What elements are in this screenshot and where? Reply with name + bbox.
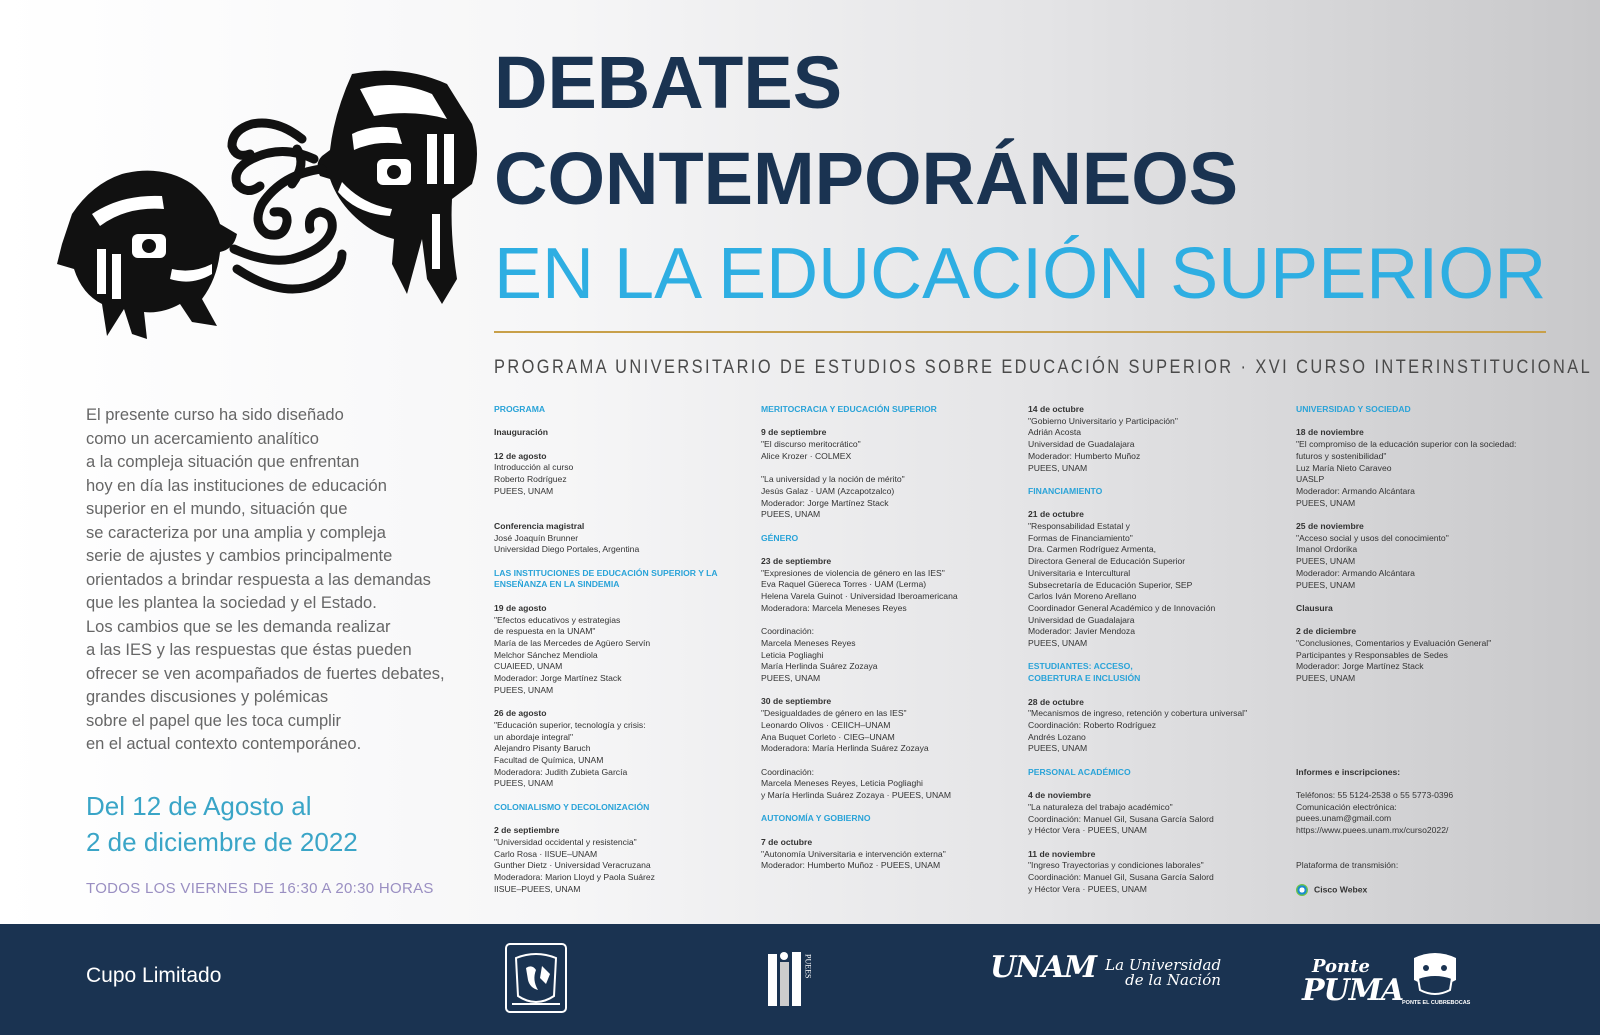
spacer xyxy=(761,802,1013,814)
program-line: Coordinación: xyxy=(761,766,815,777)
cubrebocas-label: PONTE EL CUBREBOCAS xyxy=(1402,1000,1471,1006)
program-line: PUEES, UNAM xyxy=(761,673,821,684)
puma-text: PUMA xyxy=(1302,973,1404,1008)
spacer xyxy=(1296,732,1548,744)
program-line: Comunicación electrónica: xyxy=(1296,801,1397,812)
program-line: PUEES, UNAM xyxy=(1296,673,1356,684)
puma-mask-icon xyxy=(1406,950,1464,1006)
program-line: Formas de Financiamiento" xyxy=(1028,532,1133,543)
section-heading: UNIVERSIDAD Y SOCIEDAD xyxy=(1296,404,1411,414)
session-heading: 21 de octubre xyxy=(1028,509,1084,520)
program-line: Moderador: Armando Alcántara xyxy=(1296,485,1415,496)
spacer xyxy=(1028,778,1280,790)
program-line: Introducción al curso xyxy=(494,462,574,473)
intro-line: Los cambios que se les demanda realizar xyxy=(86,617,391,636)
program-line: CUAIEED, UNAM xyxy=(494,661,563,672)
intro-line: orientados a brindar respuesta a las demandas xyxy=(86,570,431,589)
program-line: Plataforma de transmisión: xyxy=(1296,860,1399,871)
spacer xyxy=(761,615,1013,627)
program-line: Coordinación: xyxy=(761,626,815,637)
spacer xyxy=(1028,755,1280,767)
program-line: Moderador: Jorge Martínez Stack xyxy=(494,673,622,684)
program-line: y Héctor Vera · PUEES, UNAM xyxy=(1028,883,1147,894)
spacer xyxy=(1296,778,1548,790)
session-heading: Inauguración xyxy=(494,427,548,438)
program-line: Moderador: Humberto Muñoz xyxy=(1028,450,1141,461)
program-line: Dra. Carmen Rodríguez Armenta, xyxy=(1028,544,1157,555)
program-line: Moderador: Jorge Martínez Stack xyxy=(761,497,889,508)
program-line: "La naturaleza del trabajo académico" xyxy=(1028,801,1173,812)
webex-platform xyxy=(1296,884,1548,896)
program-line: PUEES, UNAM xyxy=(1296,497,1356,508)
program-line: José Joaquín Brunner xyxy=(494,532,579,543)
program-line: Moderador: Armando Alcántara xyxy=(1296,567,1415,578)
program-line: Alice Krozer · COLMEX xyxy=(761,450,852,461)
program-line: Moderadora: Marion Lloyd y Paola Suárez xyxy=(494,871,655,882)
session-heading: Conferencia magistral xyxy=(494,520,585,531)
section-heading: FINANCIAMIENTO xyxy=(1028,485,1103,496)
dates-line-2: 2 de diciembre de 2022 xyxy=(86,827,358,857)
unam-tagline-2: de la Nación xyxy=(1125,970,1221,989)
spacer xyxy=(1296,509,1548,521)
spacer xyxy=(494,416,746,428)
program-line: Andrés Lozano xyxy=(1028,731,1086,742)
program-line: "Efectos educativos y estrategias xyxy=(494,614,621,625)
program-line: un abordaje integral" xyxy=(494,731,574,742)
session-heading: 19 de agosto xyxy=(494,602,547,613)
program-line: y María Herlinda Suárez Zozaya · PUEES, UNAM xyxy=(761,790,952,801)
session-heading: 2 de septiembre xyxy=(494,825,560,836)
program-line: Facultad de Química, UNAM xyxy=(494,754,604,765)
dates-line-1: Del 12 de Agosto al xyxy=(86,791,312,821)
program-line: Leticia Pogliaghi xyxy=(761,649,824,660)
program-line: Universidad de Guadalajara xyxy=(1028,439,1135,450)
program-line: PUEES, UNAM xyxy=(1028,462,1088,473)
intro-line: ofrecer se ven acompañados de fuertes debates, xyxy=(86,664,445,683)
intro-line: a la compleja situación que enfrentan xyxy=(86,453,360,471)
spacer xyxy=(1296,755,1548,767)
program-line: Directora General de Educación Superior xyxy=(1028,556,1186,567)
session-heading: 2 de diciembre xyxy=(1296,626,1357,637)
spacer xyxy=(1028,498,1280,510)
spacer xyxy=(1296,416,1548,428)
spacer xyxy=(494,790,746,802)
spacer xyxy=(1296,743,1548,755)
program-line: "Educación superior, tecnología y crisis: xyxy=(494,719,646,730)
intro-paragraph xyxy=(86,404,466,757)
program-column-4 xyxy=(1296,404,1548,896)
program-line: Moderador: Jorge Martínez Stack xyxy=(1296,661,1424,672)
program-line: "Gobierno Universitario y Participación" xyxy=(1028,415,1178,426)
spacer xyxy=(1028,837,1280,849)
session-heading: 18 de noviembre xyxy=(1296,427,1364,438)
program-line: Luz María Nieto Caraveo xyxy=(1296,462,1392,473)
spacer xyxy=(1296,685,1548,697)
spacer xyxy=(1028,474,1280,486)
program-line: Coordinación: Manuel Gil, Susana García Salord xyxy=(1028,872,1214,883)
program-line: Ana Buquet Corleto · CIEG–UNAM xyxy=(761,731,895,742)
program-line: Coordinador General Académico y de Innovación xyxy=(1028,602,1216,613)
program-line: de respuesta en la UNAM" xyxy=(494,626,596,637)
program-line: Universidad Diego Portales, Argentina xyxy=(494,544,640,555)
program-line: PUEES, UNAM xyxy=(494,485,554,496)
session-heading: Clausura xyxy=(1296,602,1333,613)
program-line: PUEES, UNAM xyxy=(1296,556,1356,567)
program-line: "Mecanismos de ingreso, retención y cobertura universal" xyxy=(1028,708,1248,719)
program-line: Carlo Rosa · IISUE–UNAM xyxy=(494,848,598,859)
program-line: Helena Varela Guinot · Universidad Iberoamericana xyxy=(761,591,958,602)
program-line: Coordinación: Roberto Rodríguez xyxy=(1028,719,1157,730)
program-line: "Responsabilidad Estatal y xyxy=(1028,521,1130,531)
program-line: Melchor Sánchez Mendiola xyxy=(494,649,598,660)
spacer xyxy=(494,556,746,568)
course-dates xyxy=(86,788,358,860)
program-line: "Universidad occidental y resistencia" xyxy=(494,836,637,847)
program-line: "Ingreso Trayectorias y condiciones laborales" xyxy=(1028,860,1204,871)
intro-line: que les plantea la sociedad y el Estado. xyxy=(86,594,377,612)
spacer xyxy=(1296,591,1548,603)
program-line: Subsecretaría de Educación Superior, SEP xyxy=(1028,579,1193,590)
section-heading: AUTONOMÍA Y GOBIERNO xyxy=(761,813,871,824)
section-heading: LAS INSTITUCIONES DE EDUCACIÓN SUPERIOR Y LA xyxy=(494,567,718,578)
program-line: IISUE–PUEES, UNAM xyxy=(494,883,581,894)
intro-line: en el actual contexto contemporáneo. xyxy=(86,735,362,753)
spacer xyxy=(761,544,1013,556)
section-heading: MERITOCRACIA Y EDUCACIÓN SUPERIOR xyxy=(761,404,937,414)
spacer xyxy=(1296,872,1548,884)
intro-line: como un acercamiento analítico xyxy=(86,429,319,448)
program-line: Participantes y Responsables de Sedes xyxy=(1296,649,1448,660)
program-line: https://www.puees.unam.mx/curso2022/ xyxy=(1296,825,1449,836)
program-line: "Acceso social y usos del conocimiento" xyxy=(1296,532,1449,543)
program-line: Carlos Iván Moreno Arellano xyxy=(1028,591,1137,602)
intro-line: grandes discusiones y polémicas xyxy=(86,688,329,706)
program-line: Coordinación: Manuel Gil, Susana García Salord xyxy=(1028,813,1214,824)
program-line: María Herlinda Suárez Zozaya xyxy=(761,661,878,672)
session-heading: 4 de noviembre xyxy=(1028,790,1092,801)
session-heading: 26 de agosto xyxy=(494,708,547,719)
title-educacion-superior: EN LA EDUCACIÓN SUPERIOR xyxy=(494,234,1547,314)
program-line: Eva Raquel Güereca Torres · UAM (Lerma) xyxy=(761,579,927,590)
spacer xyxy=(1028,685,1280,697)
program-line: PUEES, UNAM xyxy=(1028,743,1088,754)
program-column-3 xyxy=(1028,404,1280,895)
spacer xyxy=(494,696,746,708)
session-heading: 28 de octubre xyxy=(1028,696,1084,707)
aztec-heads-artwork xyxy=(52,64,488,354)
program-line: "Desigualdades de género en las IES" xyxy=(761,708,907,719)
session-heading: 11 de noviembre xyxy=(1028,848,1096,859)
program-column-1 xyxy=(494,404,746,895)
program-line: y Héctor Vera · PUEES, UNAM xyxy=(1028,825,1147,836)
ponte-text: Ponte xyxy=(1312,956,1370,977)
session-heading: Informes e inscripciones: xyxy=(1296,766,1401,777)
spacer xyxy=(494,813,746,825)
program-line: Moderadora: Judith Zubieta García xyxy=(494,766,628,777)
spacer xyxy=(761,825,1013,837)
puees-label: PUEES xyxy=(803,954,813,979)
program-line: "Expresiones de violencia de género en las IES" xyxy=(761,567,945,578)
spacer xyxy=(494,498,746,510)
program-line: PUEES, UNAM xyxy=(1028,638,1088,649)
spacer xyxy=(1296,708,1548,720)
section-heading: COBERTURA E INCLUSIÓN xyxy=(1028,673,1141,684)
program-line: Imanol Ordorika xyxy=(1296,544,1358,555)
title-contemporaneos: CONTEMPORÁNEOS xyxy=(494,137,1239,220)
spacer xyxy=(761,755,1013,767)
webex-icon xyxy=(1296,884,1308,896)
spacer xyxy=(761,416,1013,428)
intro-line: serie de ajustes y cambios principalmente xyxy=(86,547,393,565)
spacer xyxy=(494,439,746,451)
spacer xyxy=(1028,650,1280,662)
program-line: "La universidad y la noción de mérito" xyxy=(761,474,905,485)
program-line: "El compromiso de la educación superior con la sociedad: xyxy=(1296,439,1517,450)
program-line: PUEES, UNAM xyxy=(494,684,554,695)
schedule-hours: TODOS LOS VIERNES DE 16:30 A 20:30 HORAS xyxy=(86,880,434,897)
program-line: PUEES, UNAM xyxy=(761,509,821,520)
session-heading: 14 de octubre xyxy=(1028,404,1084,414)
program-line: Moderador: Javier Mendoza xyxy=(1028,626,1135,637)
gold-divider xyxy=(494,331,1546,333)
session-heading: 12 de agosto xyxy=(494,450,547,461)
program-line: "Conclusiones, Comentarios y Evaluación General" xyxy=(1296,638,1492,648)
spacer xyxy=(1296,849,1548,861)
ponte-puma-logo xyxy=(1302,955,1404,1008)
program-line: puees.unam@gmail.com xyxy=(1296,813,1392,824)
spacer xyxy=(1296,697,1548,709)
unam-shield-logo xyxy=(502,940,570,1016)
program-line: Teléfonos: 55 5124-2538 o 55 5773-0396 xyxy=(1296,790,1454,801)
spacer xyxy=(761,521,1013,533)
program-line: Marcela Meneses Reyes xyxy=(761,637,856,648)
program-line: futuros y sostenibilidad" xyxy=(1296,450,1387,461)
intro-line: El presente curso ha sido diseñado xyxy=(86,406,344,424)
unam-wordmark: UNAM xyxy=(990,950,1097,985)
program-line: Leonardo Olivos · CEIICH–UNAM xyxy=(761,719,891,730)
unam-nacion-logo xyxy=(990,950,1221,988)
program-line: Alejandro Pisanty Baruch xyxy=(494,743,591,754)
spacer xyxy=(1296,837,1548,849)
section-heading: PROGRAMA xyxy=(494,404,546,414)
spacer xyxy=(494,509,746,521)
program-subtitle: PROGRAMA UNIVERSITARIO DE ESTUDIOS SOBRE EDUCACIÓN SUPERIOR · XVI CURSO INTERINSTITUCIONAL xyxy=(494,356,1593,378)
program-line: María de las Mercedes de Agüero Servín xyxy=(494,637,651,648)
program-line: Moderador: Humberto Muñoz · PUEES, UNAM xyxy=(761,860,941,871)
program-line: Gunther Dietz · Universidad Veracruzana xyxy=(494,860,651,871)
section-heading: COLONIALISMO Y DECOLONIZACIÓN xyxy=(494,801,650,812)
spacer xyxy=(761,463,1013,475)
program-line: PUEES, UNAM xyxy=(1296,579,1356,590)
program-line: UASLP xyxy=(1296,474,1325,485)
program-line: Roberto Rodríguez xyxy=(494,474,567,485)
program-line: PUEES, UNAM xyxy=(494,778,554,789)
program-column-2 xyxy=(761,404,1013,872)
puees-logo xyxy=(764,948,824,1014)
intro-line: hoy en día las instituciones de educación xyxy=(86,476,387,495)
program-line: Jesús Galaz · UAM (Azcapotzalco) xyxy=(761,485,895,496)
program-line: Universitaria e Intercultural xyxy=(1028,567,1131,578)
program-line: Moderadora: Marcela Meneses Reyes xyxy=(761,602,907,613)
session-heading: 25 de noviembre xyxy=(1296,521,1364,531)
session-heading: 23 de septiembre xyxy=(761,556,832,567)
session-heading: 9 de septiembre xyxy=(761,427,827,438)
section-heading: GÉNERO xyxy=(761,532,799,543)
title-debates: DEBATES xyxy=(494,41,843,124)
spacer xyxy=(494,591,746,603)
unam-tagline-1: La Universidad xyxy=(1105,955,1222,974)
program-line: "El discurso meritocrático" xyxy=(761,439,861,450)
spacer xyxy=(1296,615,1548,627)
webex-label: Cisco Webex xyxy=(1314,883,1368,894)
intro-line: superior en el mundo, situación que xyxy=(86,500,348,518)
intro-line: se caracteriza por una amplia y compleja xyxy=(86,523,386,542)
intro-line: sobre el papel que les toca cumplir xyxy=(86,711,341,730)
spacer xyxy=(1296,720,1548,732)
section-heading: PERSONAL ACADÉMICO xyxy=(1028,766,1131,777)
program-line: Adrián Acosta xyxy=(1028,427,1082,438)
intro-line: a las IES y las respuestas que éstas pueden xyxy=(86,641,412,659)
program-line: Universidad de Guadalajara xyxy=(1028,614,1135,625)
session-heading: 30 de septiembre xyxy=(761,696,832,707)
spacer xyxy=(761,685,1013,697)
section-heading: ESTUDIANTES: ACCESO, xyxy=(1028,661,1133,672)
section-heading: ENSEÑANZA EN LA SINDEMIA xyxy=(494,579,620,590)
cupo-limitado: Cupo Limitado xyxy=(86,964,222,987)
session-heading: 7 de octubre xyxy=(761,836,813,847)
program-line: "Autonomía Universitaria e intervención externa" xyxy=(761,848,946,859)
program-line: Moderadora: María Herlinda Suárez Zozaya xyxy=(761,743,929,754)
program-line: Marcela Meneses Reyes, Leticia Pogliaghi xyxy=(761,778,923,789)
